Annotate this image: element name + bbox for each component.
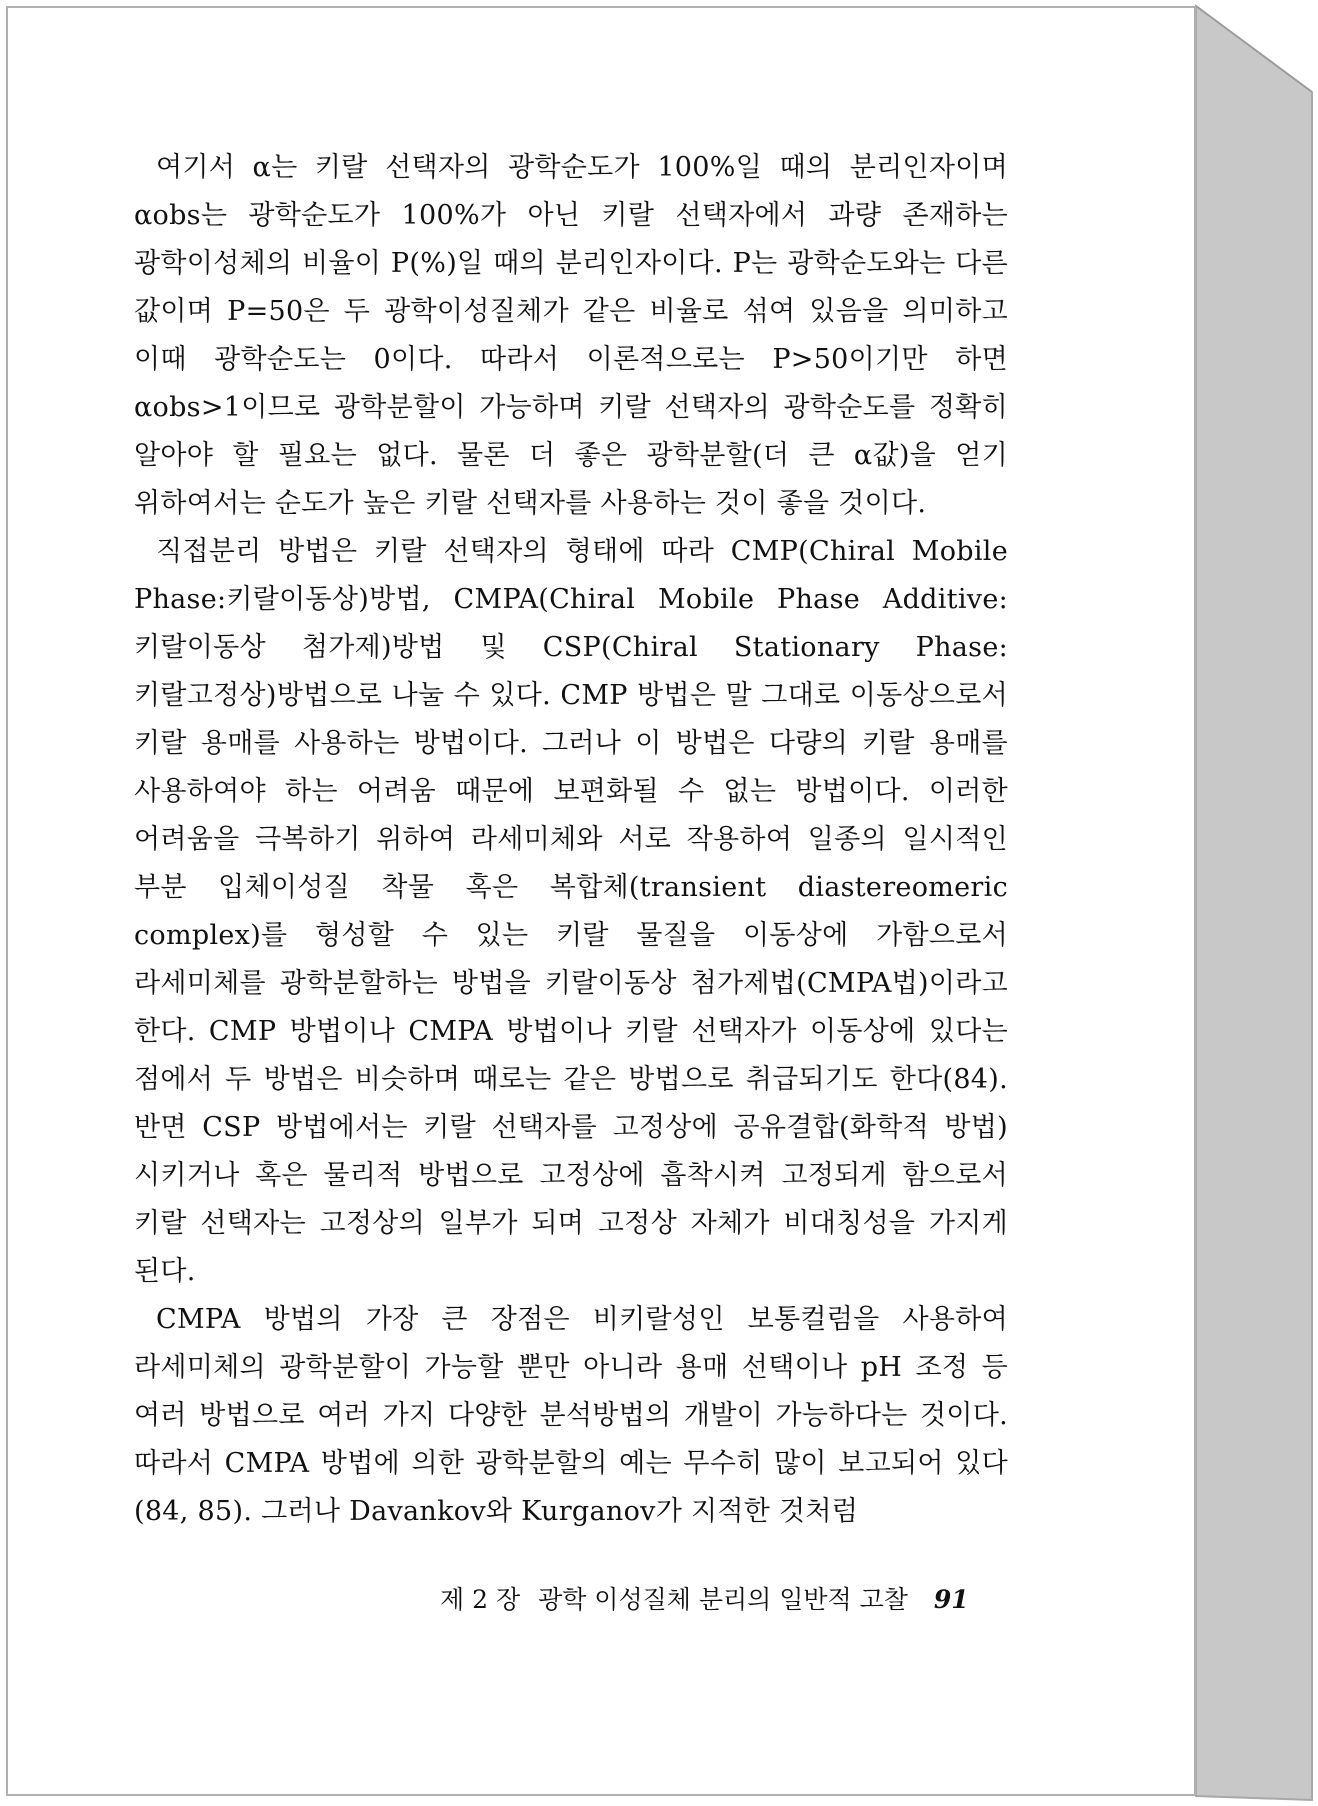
paragraph-2: 직접분리 방법은 키랄 선택자의 형태에 따라 CMP(Chiral Mobile Phase:키랄이동상)방법, CMPA(Chiral Mobile Phase Additive:키랄이동상 첨가제)방법 및 CSP(Chiral Stationary Phase:키랄고정상)방법으로 나눌 수 있다. CMP 방법은 말 그대로 이동상으로서 키랄 용매를 사용하는 방법이다. 그러나 이 방법은 다량의 키랄 용매를 사용하여야 하는 어려움 때문에 보편화될 수 없는 방법이다. 이러한 어려움을 극복하기 위하여 라세미체와 서로 작용하여 일종의 일시적인 부분 입체이성질 착물 혹은 복합체(transient diastereomeric complex)를 형성할 수 있는 키랄 물질을 이동상에 가함으로서 라세미체를 광학분할하는 방법을 키랄이동상 첨가제법(CMPA법)이라고 한다. CMP 방법이나 CMPA 방법이나 키랄 선택자가 이동상에 있다는 점에서 두 방법은 비슷하며 때로는 같은 방법으로 취급되기도 한다(84). 반면 CSP 방법에서는 키랄 선택자를 고정상에 공유결합(화학적 방법)시키거나 혹은 물리적 방법으로 고정상에 흡착시켜 고정되게 함으로서 키랄 선택자는 고정상의 일부가 되며 고정상 자체가 비대칭성을 가지게 된다.	[134, 536, 1008, 1287]
page-footer	[440, 1580, 1008, 1616]
book-side-edge	[1196, 6, 1312, 1800]
body-text	[134, 144, 1008, 1536]
page-number: 91	[933, 1585, 969, 1614]
footer-title: 광학 이성질체 분리의 일반적 고찰	[538, 1585, 908, 1614]
paragraph-1: 여기서 α는 키랄 선택자의 광학순도가 100%일 때의 분리인자이며 αobs는 광학순도가 100%가 아닌 키랄 선택자에서 과량 존재하는 광학이성체의 비율이 P(%)일 때의 분리인자이다. P는 광학순도와는 다른 값이며 P=50은 두 광학이성질체가 같은 비율로 섞여 있음을 의미하고 이때 광학순도는 0이다. 따라서 이론적으로는 P>50이기만 하면 αobs>1이므로 광학분할이 가능하며 키랄 선택자의 광학순도를 정확히 알아야 할 필요는 없다. 물론 더 좋은 광학분할(더 큰 α값)을 얻기 위하여서는 순도가 높은 키랄 선택자를 사용하는 것이 좋을 것이다.	[134, 152, 1008, 519]
footer-chapter: 제 2 장	[440, 1585, 521, 1614]
paragraph-3: CMPA 방법의 가장 큰 장점은 비키랄성인 보통컬럼을 사용하여 라세미체의 광학분할이 가능할 뿐만 아니라 용매 선택이나 pH 조정 등 여러 방법으로 여러 가지 다양한 분석방법의 개발이 가능하다는 것이다. 따라서 CMPA 방법에 의한 광학분할의 예는 무수히 많이 보고되어 있다(84, 85). 그러나 Davankov와 Kurganov가 지적한 것처럼	[134, 1304, 1008, 1527]
